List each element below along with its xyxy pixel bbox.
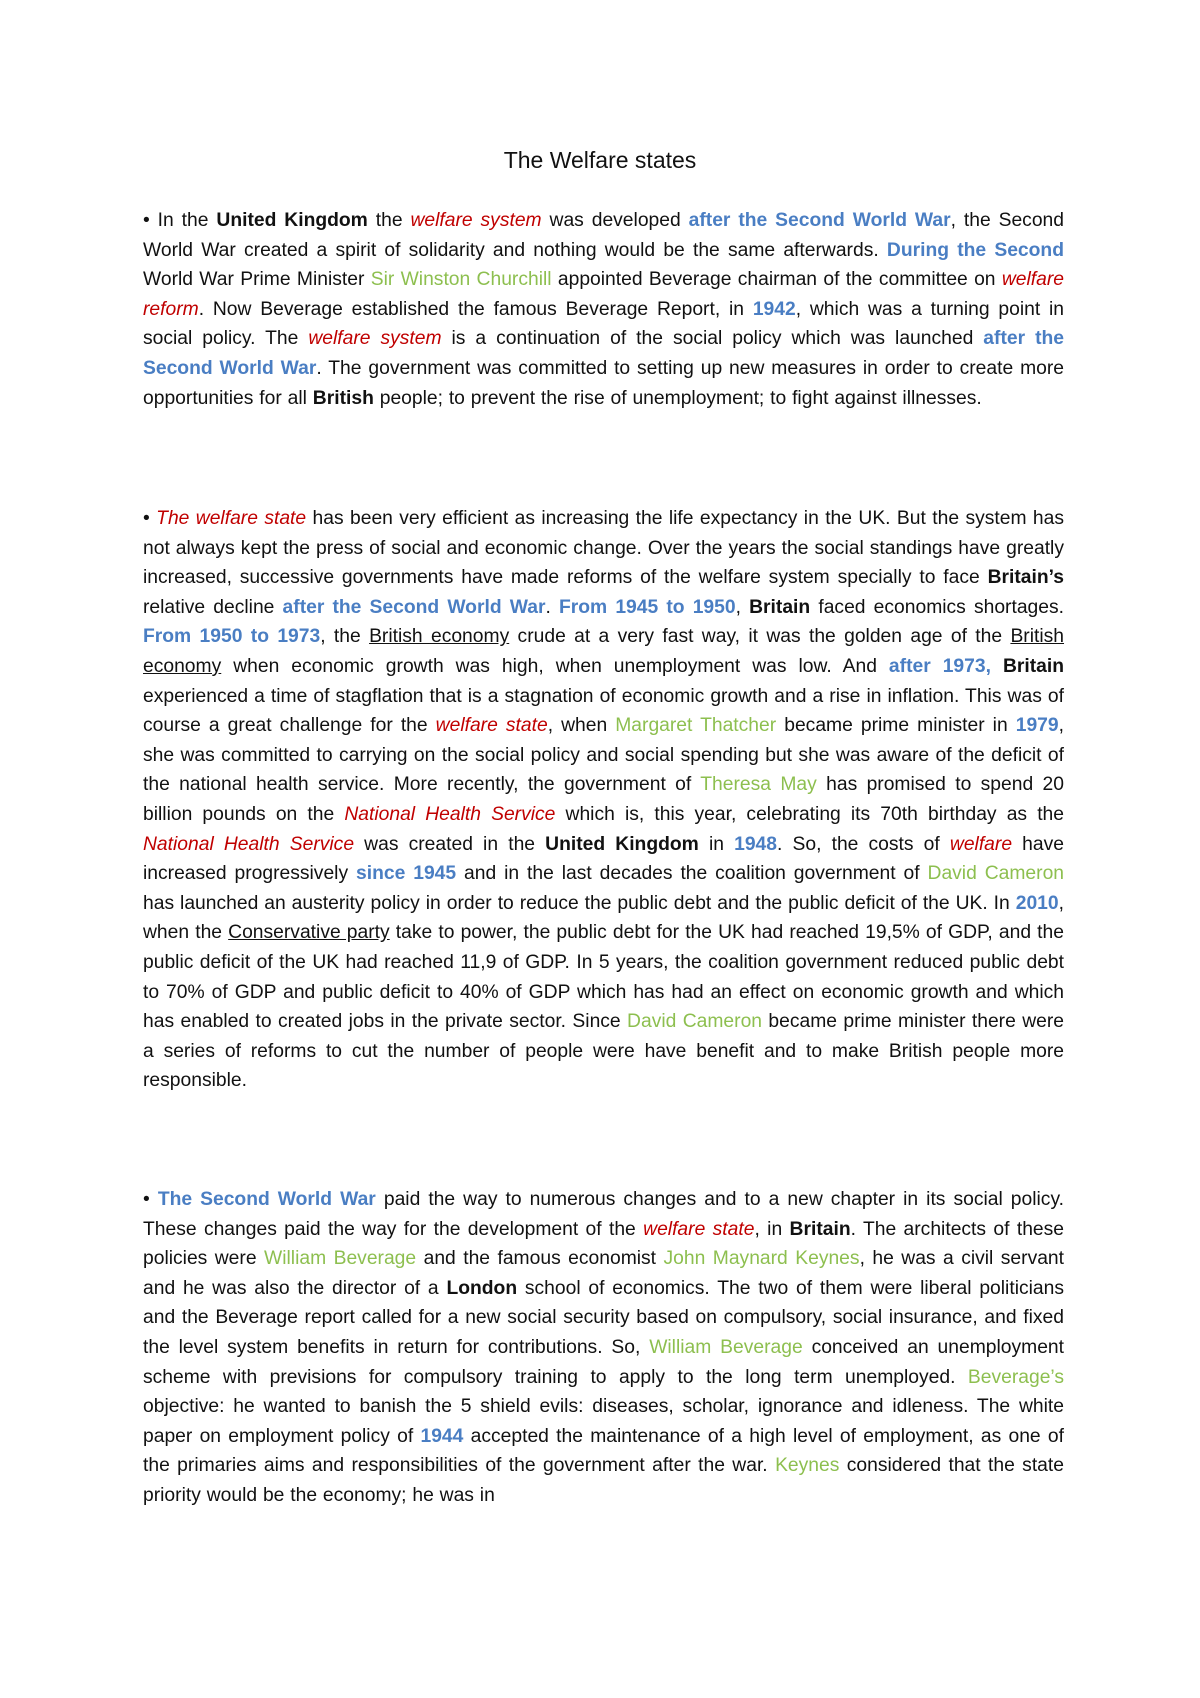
- bullet: •: [143, 508, 150, 529]
- text-run: , when: [547, 715, 616, 737]
- text-run: United Kingdom: [545, 833, 699, 855]
- text-run: appointed Beverage chairman of the committee on: [551, 269, 1002, 291]
- text-run: Keynes: [775, 1455, 840, 1477]
- text-run: after the Second World War: [282, 596, 546, 618]
- text-run: the: [367, 210, 411, 231]
- text-run: welfare system: [410, 210, 542, 231]
- page-title: The Welfare states: [503, 147, 697, 173]
- text-run: [991, 656, 1003, 677]
- text-run: 1942: [752, 298, 796, 320]
- text-run: Theresa May: [700, 774, 817, 796]
- text-run: people; to prevent the rise of unemployment; to fight against illnesses.: [373, 387, 982, 409]
- text-run: World War Prime Minister: [143, 269, 371, 291]
- text-run: National Health Service: [143, 833, 355, 855]
- text-run: after the Second World War: [143, 328, 1064, 379]
- text-run: has been very efficient as increasing the life expectancy in the UK. But the system has not always kept the press of social and economic change. Over the years the social standings have greatly increased, successive governments have made reforms of the welfare system specially to face: [143, 508, 1064, 589]
- text-run: In the: [149, 210, 217, 231]
- text-run: Britain: [1002, 655, 1065, 677]
- text-run: welfare state: [643, 1218, 755, 1240]
- text-run: John Maynard Keynes: [663, 1248, 860, 1270]
- text-run: William Beverage: [264, 1248, 417, 1270]
- text-run: became prime minister there were a series of reforms to cut the number of people were have benefit and to make British people more responsible.: [143, 1011, 1064, 1092]
- text-run: considered that the state priority would be the economy; he was in: [143, 1455, 1064, 1506]
- text-run: welfare: [949, 833, 1013, 855]
- text-run: which is, this year, celebrating its 70th birthday as the: [555, 803, 1064, 825]
- text-run: has promised to spend 20 billion pounds on the: [143, 774, 1064, 825]
- text-run: , the Second World War created a spirit of solidarity and nothing would be the same afterwards.: [143, 210, 1064, 261]
- text-run: crude at a very fast way, it was the golden age of the: [509, 626, 1011, 648]
- text-run: National Health Service: [344, 803, 556, 825]
- text-run: David Cameron: [627, 1011, 763, 1033]
- text-run: relative decline: [143, 596, 283, 618]
- text-run: Beverage’s: [967, 1366, 1064, 1388]
- text-run: , which was a turning point in social policy. The: [143, 298, 1064, 350]
- text-run: accepted the maintenance of a high level of employment, as one of the primaries aims and responsibilities of the government after the war.: [143, 1425, 1064, 1477]
- text-run: . The architects of these policies were: [143, 1218, 1065, 1270]
- text-run: in: [698, 833, 735, 855]
- text-run: after 1973,: [888, 655, 991, 677]
- text-run: welfare system: [308, 328, 442, 350]
- text-run: was developed: [541, 210, 689, 231]
- text-run: , she was committed to carrying on the social policy and social spending but she was aware of the deficit of the national health service. More recently, the government of: [143, 715, 1064, 796]
- text-run: William Beverage: [649, 1336, 803, 1358]
- paragraph: [143, 504, 1064, 1096]
- text-run: 2010: [1015, 892, 1059, 914]
- text-run: after the Second World War: [688, 210, 951, 231]
- bullet: •: [143, 1189, 150, 1210]
- text-run: From 1945 to 1950: [558, 596, 736, 618]
- text-run: 1948: [734, 833, 778, 855]
- text-run: Britain: [789, 1218, 851, 1240]
- text-run: Britain’s: [987, 567, 1064, 589]
- text-run: The welfare state: [156, 508, 307, 529]
- text-run: is a continuation of the social policy which was launched: [441, 328, 984, 350]
- text-run: take to power, the public debt for the UK had reached 19,5% of GDP, and the public deficit of the UK had reached 11,9 of GDP. In 5 years, the coalition government reduced public debt to 70% of GDP and public deficit to 40% of GDP which has had an effect on economic growth and which has enabled to created jobs in the private sector. Since: [143, 922, 1064, 1033]
- text-run: British economy: [143, 626, 1065, 677]
- text-run: British: [312, 387, 374, 409]
- text-run: 1979: [1015, 715, 1059, 737]
- text-run: David Cameron: [927, 863, 1065, 885]
- text-run: United Kingdom: [216, 210, 368, 231]
- paragraph: [143, 1185, 1064, 1511]
- text-run: , he was a civil servant and he was also the director of a: [143, 1248, 1065, 1299]
- text-run: Britain: [749, 596, 811, 618]
- text-run: .: [545, 596, 559, 618]
- text-run: paid the way to numerous changes and to a new chapter in its social policy. These changes paid the way for the development of the: [143, 1189, 1065, 1240]
- text-run: welfare state: [435, 715, 548, 737]
- text-run: Conservative party: [228, 922, 390, 944]
- text-run: . The government was committed to setting up new measures in order to create more opportunities for all: [143, 357, 1064, 409]
- text-run: [150, 1189, 158, 1210]
- text-run: . So, the costs of: [777, 833, 950, 855]
- text-run: Margaret Thatcher: [615, 715, 777, 737]
- text-run: welfare reform: [143, 269, 1064, 320]
- text-run: school of economics. The two of them were liberal politicians and the Beverage report called for a new social security based on compulsory, social insurance, and fixed the level system benefits in return for contributions. So,: [143, 1277, 1064, 1358]
- text-run: During the Second: [886, 239, 1064, 261]
- text-run: has launched an austerity policy in order to reduce the public debt and the public deficit of the UK. In: [143, 892, 1016, 914]
- text-run: . Now Beverage established the famous Beverage Report, in: [198, 298, 753, 320]
- text-run: London: [446, 1277, 518, 1299]
- text-run: The Second World War: [157, 1189, 376, 1210]
- text-run: when economic growth was high, when unemployment was low. And: [221, 655, 889, 677]
- text-run: objective: he wanted to banish the 5 shield evils: diseases, scholar, ignorance and idleness. The white paper on employment policy of: [143, 1396, 1064, 1447]
- text-run: , the: [320, 626, 370, 648]
- text-run: became prime minister in: [776, 715, 1016, 737]
- bullet: •: [143, 210, 150, 231]
- text-run: faced economics shortages.: [810, 596, 1064, 618]
- text-run: British economy: [369, 626, 510, 648]
- text-run: have increased progressively: [143, 833, 1064, 885]
- paragraph: [143, 206, 1064, 413]
- text-run: and the famous economist: [416, 1248, 664, 1270]
- text-run: 1944: [420, 1425, 464, 1447]
- text-run: conceived an unemployment scheme with previsions for compulsory training to apply to the long term unemployed.: [143, 1336, 1065, 1388]
- text-run: was created in the: [354, 833, 546, 855]
- text-run: Sir Winston Churchill: [370, 269, 552, 291]
- text-run: since 1945: [356, 863, 457, 885]
- text-run: From 1950 to 1973: [143, 626, 321, 648]
- text-run: , when the: [143, 892, 1064, 944]
- text-run: and in the last decades the coalition government of: [456, 863, 928, 885]
- text-run: , in: [754, 1218, 790, 1240]
- text-run: experienced a time of stagflation that is a stagnation of economic growth and a rise in inflation. This was of course a great challenge for the: [143, 685, 1064, 737]
- text-run: ,: [735, 596, 750, 618]
